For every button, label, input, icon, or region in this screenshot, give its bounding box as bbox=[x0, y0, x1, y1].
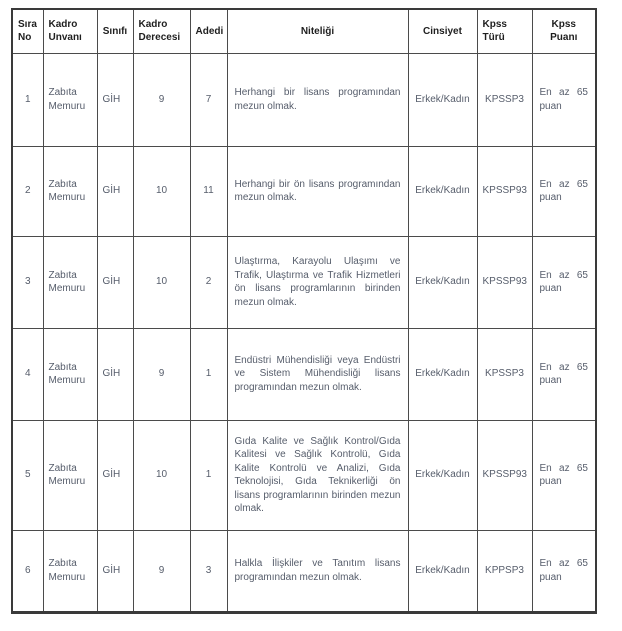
cell-sira-no: 3 bbox=[12, 236, 43, 328]
cell-kadro-derecesi: 10 bbox=[133, 146, 190, 236]
table-header-row bbox=[12, 9, 596, 53]
cell-kpss-puani: En az 65 puan bbox=[532, 420, 596, 530]
cell-cinsiyet: Erkek/Kadın bbox=[408, 53, 477, 146]
cell-kadro-unvani: Zabıta Memuru bbox=[43, 420, 97, 530]
cell-kadro-unvani: Zabıta Memuru bbox=[43, 53, 97, 146]
cell-kadro-derecesi: 10 bbox=[133, 236, 190, 328]
cell-niteligi: Herhangi bir lisans programından mezun olmak. bbox=[227, 53, 408, 146]
header-kadro-unvani: Kadro Unvanı bbox=[43, 9, 97, 53]
cell-kadro-unvani: Zabıta Memuru bbox=[43, 146, 97, 236]
cell-kadro-unvani: Zabıta Memuru bbox=[43, 236, 97, 328]
cell-cinsiyet: Erkek/Kadın bbox=[408, 328, 477, 420]
header-kpss-turu: Kpss Türü bbox=[477, 9, 532, 53]
cell-kpss-puani: En az 65 puan bbox=[532, 53, 596, 146]
job-positions-table bbox=[11, 8, 597, 614]
table-row bbox=[12, 420, 596, 530]
cell-sinifi: GİH bbox=[97, 420, 133, 530]
cell-cinsiyet: Erkek/Kadın bbox=[408, 236, 477, 328]
cell-sinifi: GİH bbox=[97, 146, 133, 236]
cell-kpss-turu: KPSSP93 bbox=[477, 236, 532, 328]
cell-adedi: 7 bbox=[190, 53, 227, 146]
header-cinsiyet: Cinsiyet bbox=[408, 9, 477, 53]
cell-kadro-derecesi: 10 bbox=[133, 420, 190, 530]
cell-kadro-unvani: Zabıta Memuru bbox=[43, 530, 97, 612]
cell-kadro-derecesi: 9 bbox=[133, 530, 190, 612]
table-row bbox=[12, 236, 596, 328]
cell-kpss-turu: KPSSP93 bbox=[477, 420, 532, 530]
cell-niteligi: Herhangi bir ön lisans programından mezun olmak. bbox=[227, 146, 408, 236]
cell-kpss-puani: En az 65 puan bbox=[532, 236, 596, 328]
cell-niteligi: Gıda Kalite ve Sağlık Kontrol/Gıda Kalitesi ve Sağlık Kontrolü, Gıda Kalite Kontrolü ve Analizi, Gıda Teknolojisi, Gıda Teknikerliği ön lisans programlarının birinden mezun olmak. bbox=[227, 420, 408, 530]
cell-kpss-turu: KPSSP93 bbox=[477, 146, 532, 236]
cell-sinifi: GİH bbox=[97, 53, 133, 146]
cell-sinifi: GİH bbox=[97, 530, 133, 612]
header-sira-no: Sıra No bbox=[12, 9, 43, 53]
cell-kpss-puani: En az 65 puan bbox=[532, 328, 596, 420]
cell-sira-no: 2 bbox=[12, 146, 43, 236]
cell-kadro-unvani: Zabıta Memuru bbox=[43, 328, 97, 420]
cell-sinifi: GİH bbox=[97, 236, 133, 328]
cell-adedi: 1 bbox=[190, 328, 227, 420]
cell-cinsiyet: Erkek/Kadın bbox=[408, 530, 477, 612]
cell-adedi: 1 bbox=[190, 420, 227, 530]
cell-sira-no: 1 bbox=[12, 53, 43, 146]
cell-sira-no: 5 bbox=[12, 420, 43, 530]
cell-adedi: 3 bbox=[190, 530, 227, 612]
header-kadro-derecesi: Kadro Derecesi bbox=[133, 9, 190, 53]
cell-niteligi: Endüstri Mühendisliği veya Endüstri ve Sistem Mühendisliği lisans programından mezun olmak. bbox=[227, 328, 408, 420]
header-niteligi: Niteliği bbox=[227, 9, 408, 53]
cell-niteligi: Ulaştırma, Karayolu Ulaşımı ve Trafik, Ulaştırma ve Trafik Hizmetleri ön lisans programlarının birinden mezun olmak. bbox=[227, 236, 408, 328]
cell-kpss-turu: KPSSP3 bbox=[477, 328, 532, 420]
cell-kpss-puani: En az 65 puan bbox=[532, 530, 596, 612]
header-kpss-puani: Kpss Puanı bbox=[532, 9, 596, 53]
cell-adedi: 2 bbox=[190, 236, 227, 328]
cell-adedi: 11 bbox=[190, 146, 227, 236]
table-row bbox=[12, 146, 596, 236]
header-adedi: Adedi bbox=[190, 9, 227, 53]
cell-kpss-turu: KPSSP3 bbox=[477, 53, 532, 146]
cell-kpss-puani: En az 65 puan bbox=[532, 146, 596, 236]
cell-niteligi: Halkla İlişkiler ve Tanıtım lisans programından mezun olmak. bbox=[227, 530, 408, 612]
cell-sira-no: 6 bbox=[12, 530, 43, 612]
table-row bbox=[12, 530, 596, 612]
cell-cinsiyet: Erkek/Kadın bbox=[408, 146, 477, 236]
table-row bbox=[12, 53, 596, 146]
cell-kpss-turu: KPPSP3 bbox=[477, 530, 532, 612]
cell-kadro-derecesi: 9 bbox=[133, 53, 190, 146]
cell-kadro-derecesi: 9 bbox=[133, 328, 190, 420]
cell-sinifi: GİH bbox=[97, 328, 133, 420]
cell-cinsiyet: Erkek/Kadın bbox=[408, 420, 477, 530]
cell-sira-no: 4 bbox=[12, 328, 43, 420]
header-sinifi: Sınıfı bbox=[97, 9, 133, 53]
table-row bbox=[12, 328, 596, 420]
